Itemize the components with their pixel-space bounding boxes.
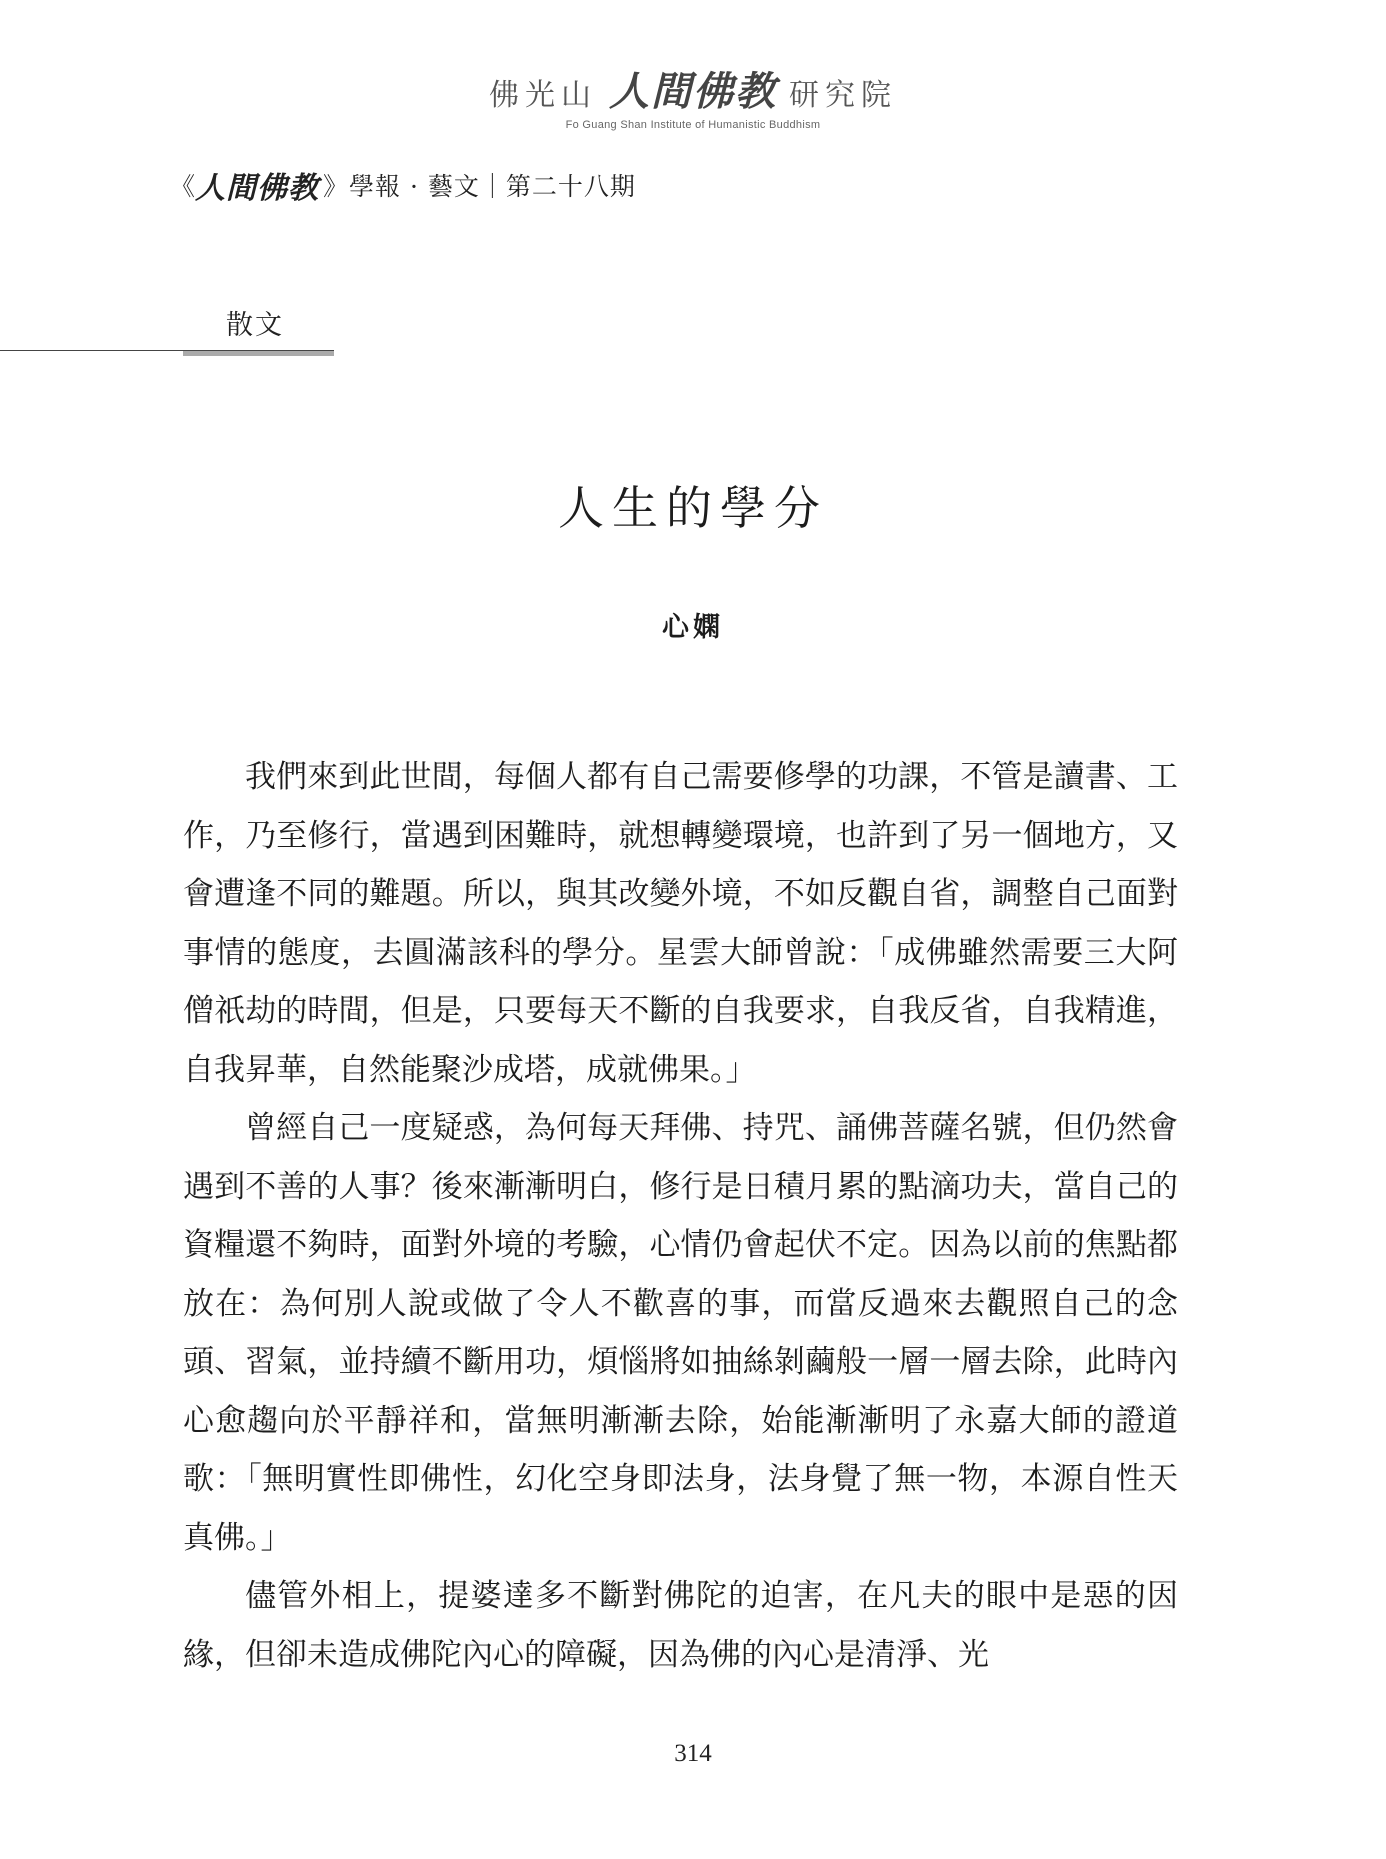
brand-prefix: 佛光山 <box>489 78 597 113</box>
journal-logo: 人間佛教 <box>195 171 320 206</box>
paragraph: 儘管外相上，提婆達多不斷對佛陀的迫害，在凡夫的眼中是惡的因緣，但卻未造成佛陀內心的障礙，因為佛的內心是清淨、光 <box>183 1578 1178 1673</box>
section-rule-accent <box>183 351 334 356</box>
section-label: 散文 <box>226 310 284 341</box>
journal-open-bracket: 《 <box>170 172 196 201</box>
journal-issue-text: 》學報 · 藝文｜第二十八期 <box>323 172 636 201</box>
paragraph: 我們來到此世間，每個人都有自己需要修學的功課，不管是讀書、工作，乃至修行，當遇到困難時，就想轉變環境，也許到了另一個地方，又會遭逢不同的難題。所以，與其改變外境，不如反觀自省，調整自己面對事情的態度，去圓滿該科的學分。星雲大師曾說：「成佛雖然需要三大阿僧祇劫的時間，但是，只要每天不斷的自我要求，自我反省，自我精進，自我昇華，自然能聚沙成塔，成就佛果。」 <box>183 759 1178 1088</box>
publisher-brand <box>489 60 897 117</box>
brand-english-name: Fo Guang Shan Institute of Humanistic Buddhism <box>565 119 821 131</box>
article-title: 人生的學分 <box>558 481 828 535</box>
publisher-header <box>0 60 1386 131</box>
article-author: 心嫻 <box>662 612 724 643</box>
page-number: 314 <box>674 1740 712 1767</box>
article-body <box>183 748 1178 1684</box>
paragraph: 曾經自己一度疑惑，為何每天拜佛、持咒、誦佛菩薩名號，但仍然會遇到不善的人事？後來漸漸明白，修行是日積月累的點滴功夫，當自己的資糧還不夠時，面對外境的考驗，心情仍會起伏不定。因為以前的焦點都放在：為何別人說或做了令人不歡喜的事，而當反過來去觀照自己的念頭、習氣，並持續不斷用功，煩惱將如抽絲剝繭般一層一層去除，此時內心愈趨向於平靜祥和，當無明漸漸去除，始能漸漸明了永嘉大師的證道歌：「無明實性即佛性，幻化空身即法身，法身覺了無一物，本源自性天真佛。」 <box>183 1110 1178 1556</box>
brand-suffix: 研究院 <box>789 78 897 113</box>
journal-running-header <box>170 163 636 207</box>
brand-logo: 人間佛教 <box>609 68 777 115</box>
